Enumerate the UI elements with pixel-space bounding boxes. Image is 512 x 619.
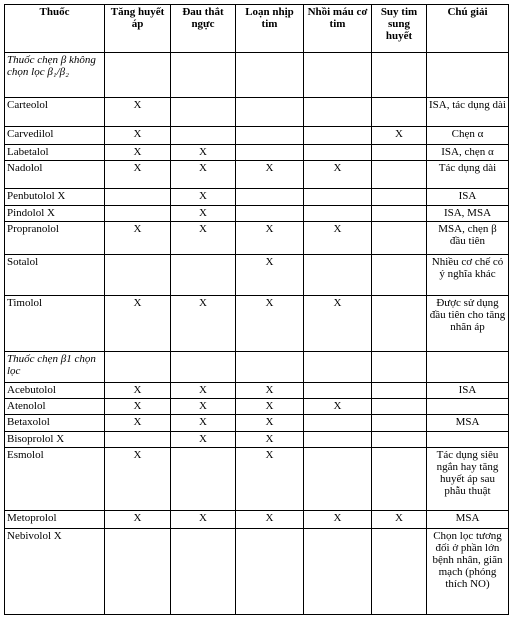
header-hypertension: Tăng huyết áp (105, 5, 171, 53)
mark-arrhythmia (236, 529, 304, 615)
mark-angina: X (171, 189, 236, 205)
mark-hypertension (105, 189, 171, 205)
mark-heart-failure (372, 382, 427, 398)
header-arrhythmia: Loạn nhịp tim (236, 5, 304, 53)
table-row (5, 127, 509, 144)
empty-cell (236, 352, 304, 383)
mark-angina: X (171, 399, 236, 415)
mark-heart-failure (372, 254, 427, 296)
mark-hypertension (105, 254, 171, 296)
header-heart-failure: Suy tim sung huyết (372, 5, 427, 53)
mark-heart-failure (372, 415, 427, 431)
empty-cell (427, 53, 509, 98)
mark-myocardial-infarction (304, 205, 372, 221)
mark-myocardial-infarction (304, 529, 372, 615)
mark-myocardial-infarction: X (304, 221, 372, 254)
drug-name: Bisoprolol X (5, 431, 105, 447)
table-row (5, 529, 509, 615)
empty-cell (236, 53, 304, 98)
drug-name: Pindolol X (5, 205, 105, 221)
mark-myocardial-infarction (304, 97, 372, 127)
drug-name: Carvedilol (5, 127, 105, 144)
section-row (5, 53, 509, 98)
mark-myocardial-infarction (304, 431, 372, 447)
note-cell: MSA (427, 511, 509, 529)
table-row (5, 221, 509, 254)
empty-cell (372, 53, 427, 98)
header-drug: Thuốc (5, 5, 105, 53)
table-row (5, 447, 509, 510)
drug-name: Penbutolol X (5, 189, 105, 205)
mark-angina: X (171, 431, 236, 447)
note-cell: ISA (427, 382, 509, 398)
mark-angina: X (171, 382, 236, 398)
drug-name: Timolol (5, 296, 105, 352)
mark-heart-failure (372, 221, 427, 254)
section-title: Thuốc chẹn β1 chọn lọc (5, 352, 105, 383)
mark-arrhythmia (236, 144, 304, 160)
note-cell: Nhiều cơ chế có ý nghĩa khác (427, 254, 509, 296)
mark-heart-failure: X (372, 511, 427, 529)
note-cell: ISA, MSA (427, 205, 509, 221)
note-cell: Được sử dụng đầu tiên cho tăng nhãn áp (427, 296, 509, 352)
mark-hypertension: X (105, 221, 171, 254)
table-row (5, 399, 509, 415)
mark-angina (171, 127, 236, 144)
drug-name: Esmolol (5, 447, 105, 510)
mark-myocardial-infarction: X (304, 296, 372, 352)
note-cell: Tác dụng siêu ngắn hay tăng huyết áp sau phẫu thuật (427, 447, 509, 510)
mark-angina (171, 254, 236, 296)
mark-angina (171, 529, 236, 615)
empty-cell (304, 352, 372, 383)
mark-angina (171, 447, 236, 510)
mark-arrhythmia (236, 127, 304, 144)
mark-arrhythmia: X (236, 221, 304, 254)
table-body (5, 53, 509, 615)
mark-heart-failure (372, 160, 427, 189)
empty-cell (105, 352, 171, 383)
mark-arrhythmia (236, 205, 304, 221)
mark-arrhythmia: X (236, 254, 304, 296)
table-row (5, 431, 509, 447)
drug-name: Nebivolol X (5, 529, 105, 615)
mark-arrhythmia (236, 189, 304, 205)
drug-name: Atenolol (5, 399, 105, 415)
mark-myocardial-infarction (304, 415, 372, 431)
section-row (5, 352, 509, 383)
mark-heart-failure (372, 529, 427, 615)
mark-arrhythmia: X (236, 382, 304, 398)
drug-name: Betaxolol (5, 415, 105, 431)
note-cell: MSA, chẹn β đầu tiên (427, 221, 509, 254)
drug-name: Labetalol (5, 144, 105, 160)
note-cell: ISA, chẹn α (427, 144, 509, 160)
mark-heart-failure: X (372, 127, 427, 144)
mark-hypertension: X (105, 144, 171, 160)
note-cell: Tác dụng dài (427, 160, 509, 189)
mark-arrhythmia: X (236, 415, 304, 431)
table-row (5, 205, 509, 221)
mark-hypertension (105, 431, 171, 447)
mark-myocardial-infarction (304, 447, 372, 510)
mark-arrhythmia: X (236, 399, 304, 415)
mark-myocardial-infarction: X (304, 511, 372, 529)
table-row (5, 415, 509, 431)
empty-cell (171, 352, 236, 383)
empty-cell (171, 53, 236, 98)
note-cell: Chọn lọc tương đối ở phần lớn bệnh nhân, giãn mạch (phóng thích NO) (427, 529, 509, 615)
drug-name: Acebutolol (5, 382, 105, 398)
mark-angina: X (171, 205, 236, 221)
note-cell (427, 431, 509, 447)
mark-angina: X (171, 144, 236, 160)
mark-heart-failure (372, 431, 427, 447)
mark-hypertension: X (105, 296, 171, 352)
drug-name: Nadolol (5, 160, 105, 189)
empty-cell (427, 352, 509, 383)
mark-myocardial-infarction: X (304, 399, 372, 415)
mark-myocardial-infarction (304, 189, 372, 205)
mark-hypertension: X (105, 127, 171, 144)
table-row (5, 382, 509, 398)
mark-angina: X (171, 415, 236, 431)
mark-heart-failure (372, 447, 427, 510)
mark-angina (171, 97, 236, 127)
mark-myocardial-infarction (304, 382, 372, 398)
mark-arrhythmia: X (236, 296, 304, 352)
mark-hypertension: X (105, 511, 171, 529)
mark-angina: X (171, 221, 236, 254)
header-notes: Chú giải (427, 5, 509, 53)
mark-arrhythmia: X (236, 160, 304, 189)
mark-myocardial-infarction: X (304, 160, 372, 189)
mark-arrhythmia: X (236, 431, 304, 447)
drug-name: Carteolol (5, 97, 105, 127)
drug-name: Metoprolol (5, 511, 105, 529)
mark-hypertension: X (105, 97, 171, 127)
header-myocardial-infarction: Nhồi máu cơ tim (304, 5, 372, 53)
empty-cell (105, 53, 171, 98)
header-angina: Đau thắt ngực (171, 5, 236, 53)
mark-angina: X (171, 160, 236, 189)
mark-heart-failure (372, 205, 427, 221)
header-row (5, 5, 509, 53)
mark-angina: X (171, 296, 236, 352)
table-row (5, 189, 509, 205)
mark-heart-failure (372, 144, 427, 160)
mark-myocardial-infarction (304, 144, 372, 160)
table-row (5, 511, 509, 529)
table-row (5, 296, 509, 352)
note-cell: MSA (427, 415, 509, 431)
note-cell: ISA, tác dụng dài (427, 97, 509, 127)
mark-heart-failure (372, 97, 427, 127)
beta-blocker-table (4, 4, 509, 615)
mark-arrhythmia: X (236, 511, 304, 529)
drug-name: Propranolol (5, 221, 105, 254)
section-title: Thuốc chẹn β không chọn lọc β₁/β₂ (5, 53, 105, 98)
empty-cell (304, 53, 372, 98)
mark-hypertension: X (105, 415, 171, 431)
table-row (5, 160, 509, 189)
note-cell (427, 399, 509, 415)
table-row (5, 144, 509, 160)
table-row (5, 97, 509, 127)
mark-hypertension: X (105, 399, 171, 415)
mark-hypertension (105, 529, 171, 615)
mark-arrhythmia (236, 97, 304, 127)
mark-angina: X (171, 511, 236, 529)
empty-cell (372, 352, 427, 383)
note-cell: ISA (427, 189, 509, 205)
mark-myocardial-infarction (304, 127, 372, 144)
mark-myocardial-infarction (304, 254, 372, 296)
mark-hypertension: X (105, 447, 171, 510)
mark-heart-failure (372, 296, 427, 352)
mark-heart-failure (372, 189, 427, 205)
note-cell: Chẹn α (427, 127, 509, 144)
mark-arrhythmia: X (236, 447, 304, 510)
drug-name: Sotalol (5, 254, 105, 296)
mark-hypertension: X (105, 160, 171, 189)
mark-hypertension: X (105, 382, 171, 398)
mark-heart-failure (372, 399, 427, 415)
mark-hypertension (105, 205, 171, 221)
table-row (5, 254, 509, 296)
